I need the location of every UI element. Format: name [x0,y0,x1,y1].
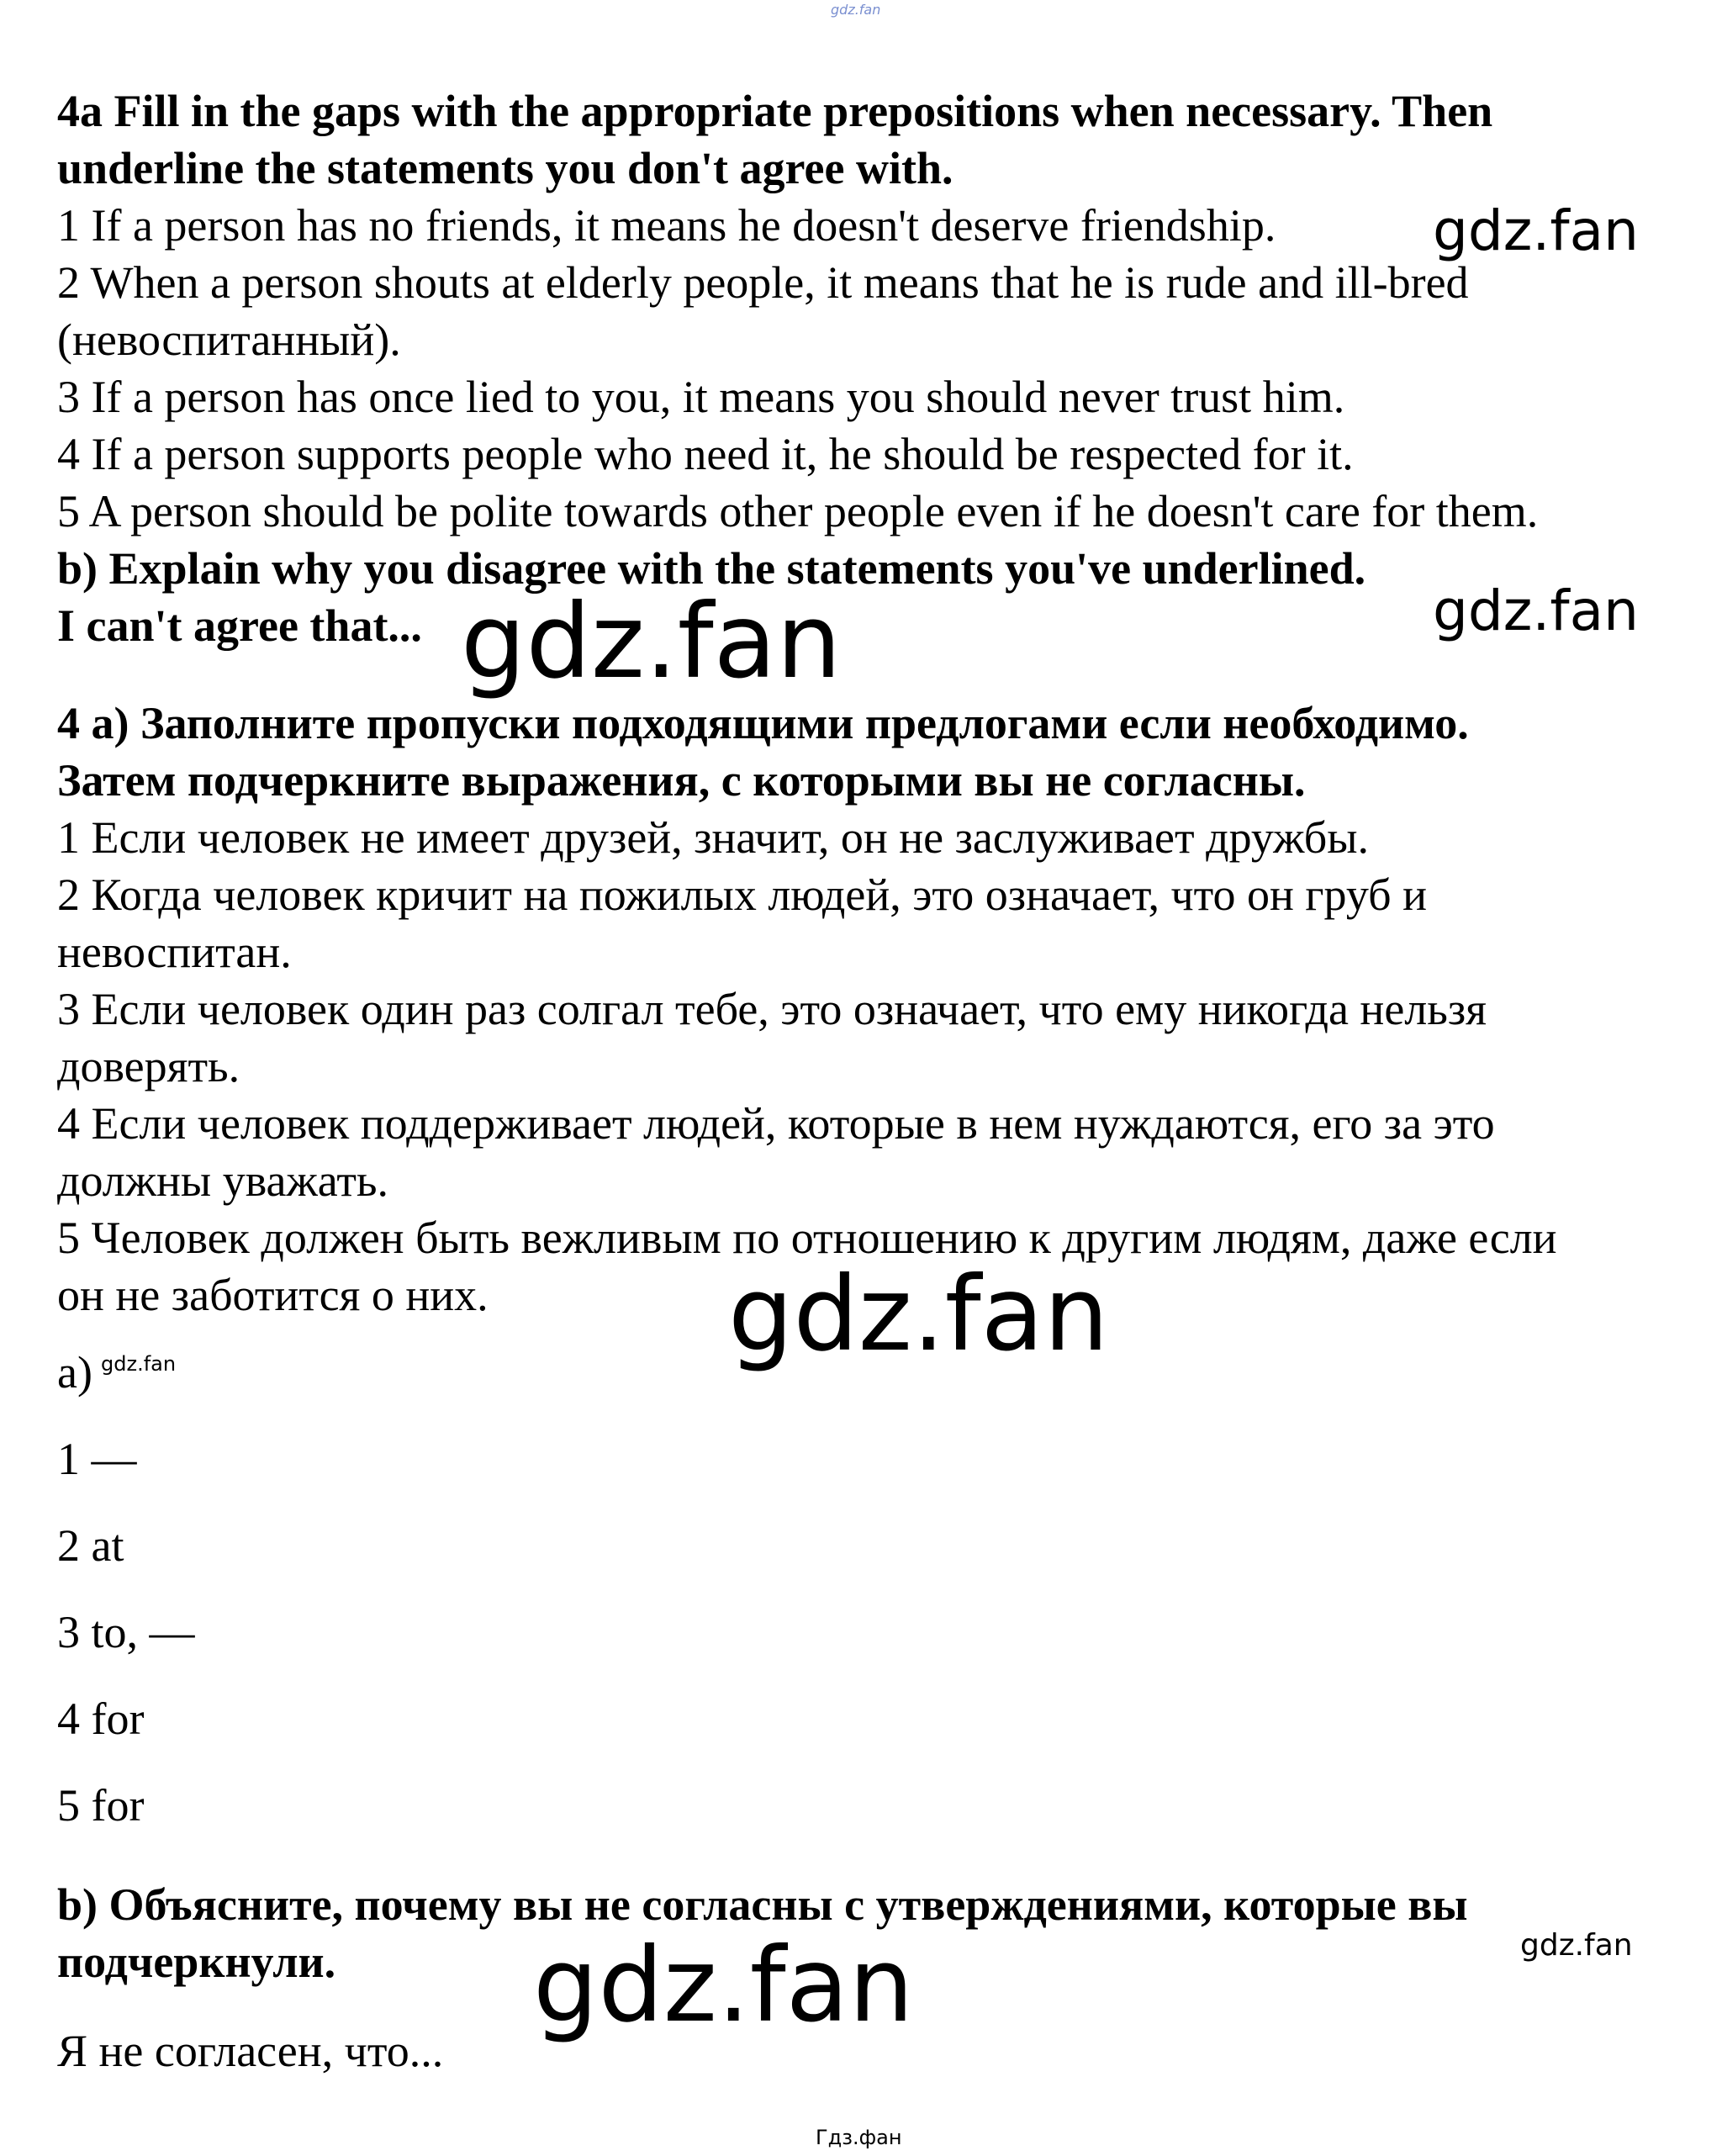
watermark: gdz.fan [533,1926,914,2045]
watermark: gdz.fan [831,2,881,18]
watermark: gdz.fan [101,1352,177,1376]
translation-line: 5 Человек должен быть вежливым по отношению к другим людям, даже если [57,1213,1557,1263]
answer-item: 2 at [57,1520,124,1571]
footer-watermark: Гдз.фан [816,2126,902,2149]
translation-line: доверять. [57,1041,240,1091]
part-b-ru-answer: Я не согласен, что... [57,2026,444,2076]
part-b-ru-title-line: b) Объясните, почему вы не согласны с утверждениями, которые вы [57,1879,1468,1930]
watermark: gdz.fan [1433,579,1639,643]
answers-section [57,1344,1688,1834]
part-b-prompt: I can't agree that... [57,600,422,651]
statement-line: (невоспитанный). [57,314,401,365]
russian-translation [57,695,1688,1324]
translation-title-line: Затем подчеркните выражения, с которыми вы не согласны. [57,755,1306,806]
translation-line: он не заботится о них. [57,1270,489,1320]
watermark: gdz.fan [461,582,842,701]
translation-line: 3 Если человек один раз солгал тебе, это означает, что ему никогда нельзя [57,984,1487,1034]
translation-line: должны уважать. [57,1155,389,1206]
exercise-title-line: 4a Fill in the gaps with the appropriate prepositions when necessary. Then [57,86,1493,136]
answer-item: 4 for [57,1694,145,1744]
translation-line: 2 Когда человек кричит на пожилых людей, это означает, что он груб и [57,869,1427,920]
statement-line: 3 If a person has once lied to you, it means you should never trust him. [57,372,1345,422]
statement-line: 2 When a person shouts at elderly people, it means that he is rude and ill-bred [57,257,1469,308]
answer-item: 5 for [57,1780,145,1831]
translation-title-line: 4 а) Заполните пропуски подходящими предлогами если необходимо. [57,698,1469,748]
watermark: gdz.fan [1433,198,1639,263]
watermark: gdz.fan [728,1255,1109,1374]
answers-heading: a) [57,1347,92,1398]
exercise-title-line: underline the statements you don't agree with. [57,143,953,193]
statement-line: 1 If a person has no friends, it means he doesn't deserve friendship. [57,200,1276,251]
translation-line: 1 Если человек не имеет друзей, значит, он не заслуживает дружбы. [57,812,1370,863]
part-b-title: b) Explain why you disagree with the statements you've underlined. [57,543,1366,594]
part-b-ru-title-line: подчеркнули. [57,1937,336,1987]
statement-line: 5 A person should be polite towards other people even if he doesn't care for them. [57,486,1539,536]
translation-line: 4 Если человек поддерживает людей, которые в нем нуждаются, его за это [57,1098,1495,1149]
document-page [57,82,1688,2079]
answer-item: 3 to, — [57,1607,195,1657]
statement-line: 4 If a person supports people who need it, he should be respected for it. [57,429,1354,479]
translation-line: невоспитан. [57,927,292,977]
answer-item: 1 — [57,1434,137,1484]
watermark: gdz.fan [1520,1928,1633,1963]
english-exercise [57,82,1688,654]
